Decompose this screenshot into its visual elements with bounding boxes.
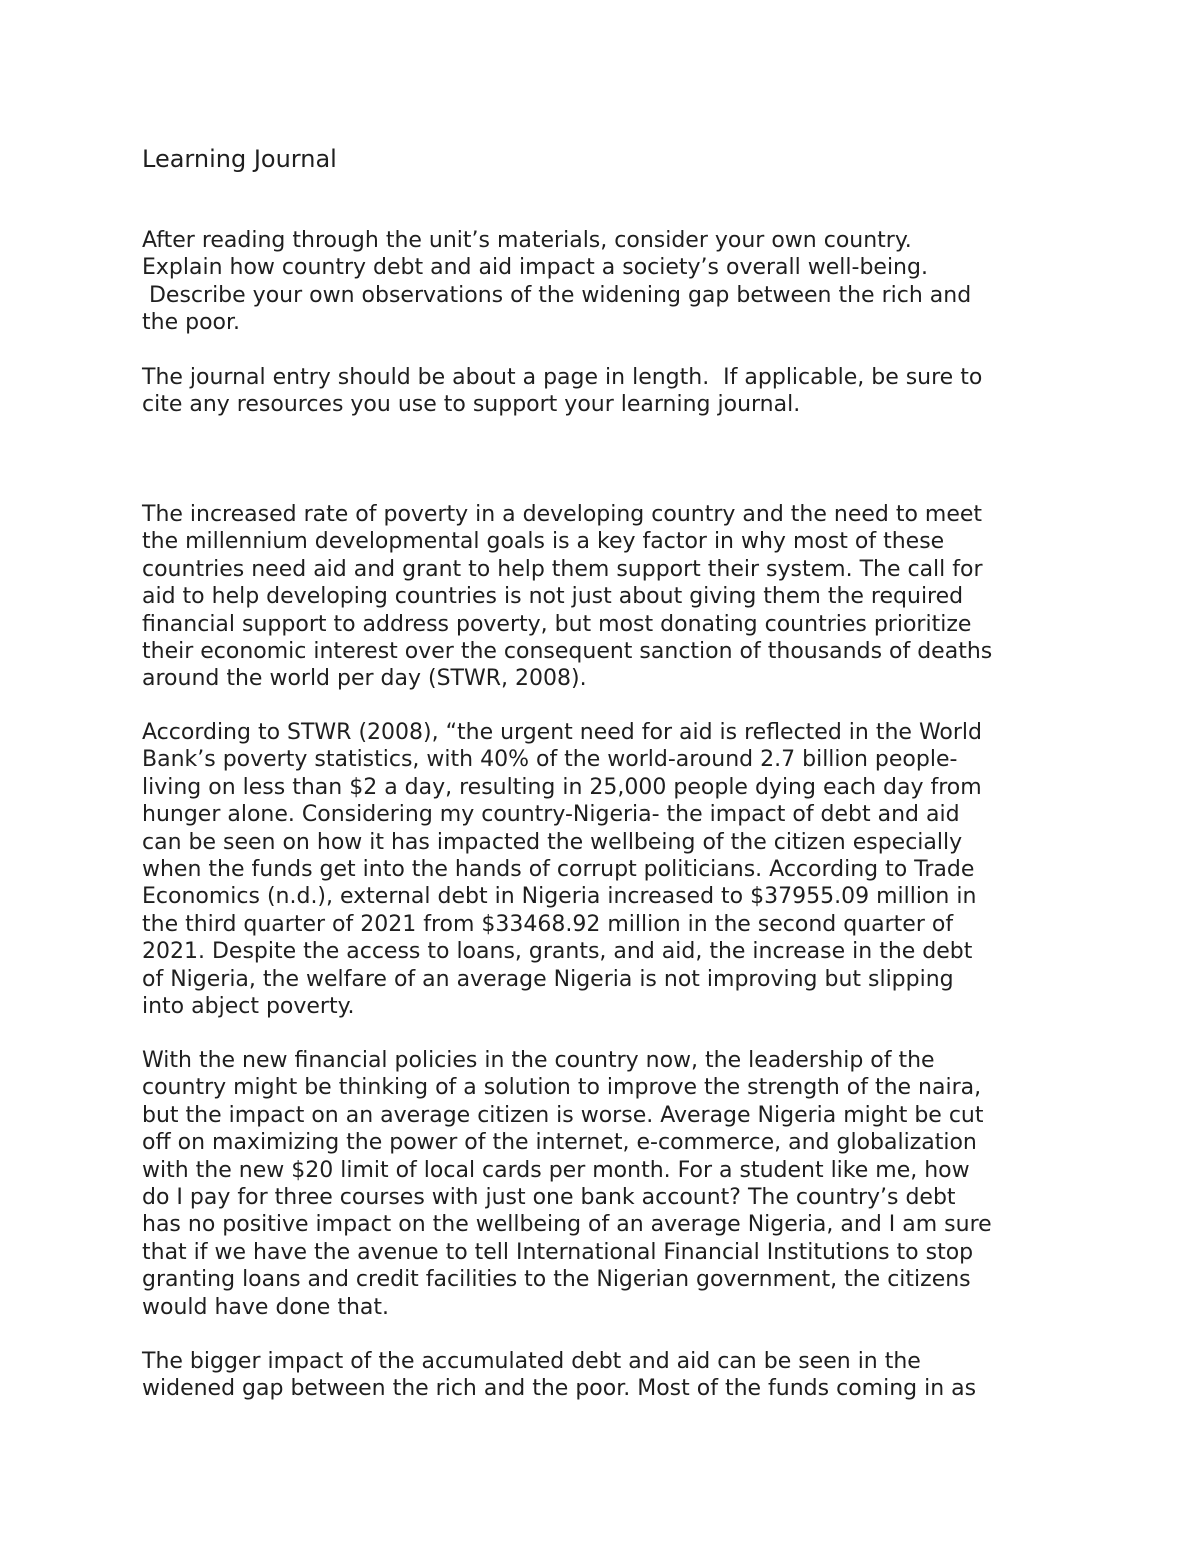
text-line: with the new $20 limit of local cards per month. For a student like me, how: [142, 1157, 970, 1183]
text-line: With the new financial policies in the country now, the leadership of the: [142, 1048, 935, 1073]
text-line: According to STWR (2008), “the urgent need for aid is reflected in the World: [142, 720, 982, 745]
text-line: widened gap between the rich and the poor. Most of the funds coming in as: [142, 1376, 977, 1402]
text-line: that if we have the avenue to tell International Financial Institutions to stop: [142, 1239, 974, 1265]
text-line: The journal entry should be about a page in length. If applicable, be sure to: [142, 365, 983, 390]
text-line: After reading through the unit’s materials, consider your own country.: [142, 228, 912, 253]
text-line: financial support to address poverty, but most donating countries prioritize: [142, 611, 972, 637]
text-line: Describe your own observations of the widening gap between the rich and: [142, 282, 972, 308]
text-line: into abject poverty.: [142, 994, 355, 1020]
prompt-paragraph-1: [142, 227, 1062, 337]
text-line: off on maximizing the power of the internet, e-commerce, and globalization: [142, 1130, 977, 1156]
body-paragraph-4: [142, 1348, 1062, 1403]
text-line: granting loans and credit facilities to the Nigerian government, the citizens: [142, 1267, 971, 1293]
text-line: around the world per day (STWR, 2008).: [142, 666, 587, 692]
body-paragraph-2: [142, 719, 1062, 1020]
text-line: can be seen on how it has impacted the wellbeing of the citizen especially: [142, 829, 963, 855]
text-line: has no positive impact on the wellbeing of an average Nigeria, and I am sure: [142, 1212, 992, 1238]
text-line: The bigger impact of the accumulated debt and aid can be seen in the: [142, 1349, 921, 1374]
text-line: The increased rate of poverty in a developing country and the need to meet: [142, 502, 983, 527]
text-line: the third quarter of 2021 from $33468.92 million in the second quarter of: [142, 911, 954, 937]
text-line: 2021. Despite the access to loans, grants, and aid, the increase in the debt: [142, 939, 973, 965]
text-line: Economics (n.d.), external debt in Nigeria increased to $37955.09 million in: [142, 884, 977, 910]
text-line: countries need aid and grant to help them support their system. The call for: [142, 556, 983, 582]
body-paragraph-1: [142, 501, 1062, 693]
text-line: aid to help developing countries is not just about giving them the required: [142, 584, 964, 610]
text-line: the millennium developmental goals is a key factor in why most of these: [142, 529, 945, 555]
text-line: when the funds get into the hands of corrupt politicians. According to Trade: [142, 857, 975, 883]
text-line: but the impact on an average citizen is worse. Average Nigeria might be cut: [142, 1102, 984, 1128]
text-line: the poor.: [142, 310, 241, 336]
text-line: Explain how country debt and aid impact a society’s overall well-being.: [142, 255, 928, 281]
text-line: of Nigeria, the welfare of an average Nigeria is not improving but slipping: [142, 966, 954, 992]
text-line: their economic interest over the consequent sanction of thousands of deaths: [142, 639, 993, 665]
text-line: country might be thinking of a solution to improve the strength of the naira,: [142, 1075, 982, 1101]
text-line: living on less than $2 a day, resulting in 25,000 people dying each day from: [142, 774, 982, 800]
text-line: hunger alone. Considering my country-Nigeria- the impact of debt and aid: [142, 802, 960, 828]
text-line: do I pay for three courses with just one bank account? The country’s debt: [142, 1185, 956, 1211]
body-paragraph-3: [142, 1047, 1062, 1321]
page-title: Learning Journal: [142, 145, 337, 173]
prompt-paragraph-2: [142, 364, 1062, 419]
text-line: would have done that.: [142, 1294, 390, 1320]
text-line: Bank’s poverty statistics, with 40% of the world-around 2.7 billion people-: [142, 747, 958, 773]
text-line: cite any resources you use to support your learning journal.: [142, 392, 801, 418]
